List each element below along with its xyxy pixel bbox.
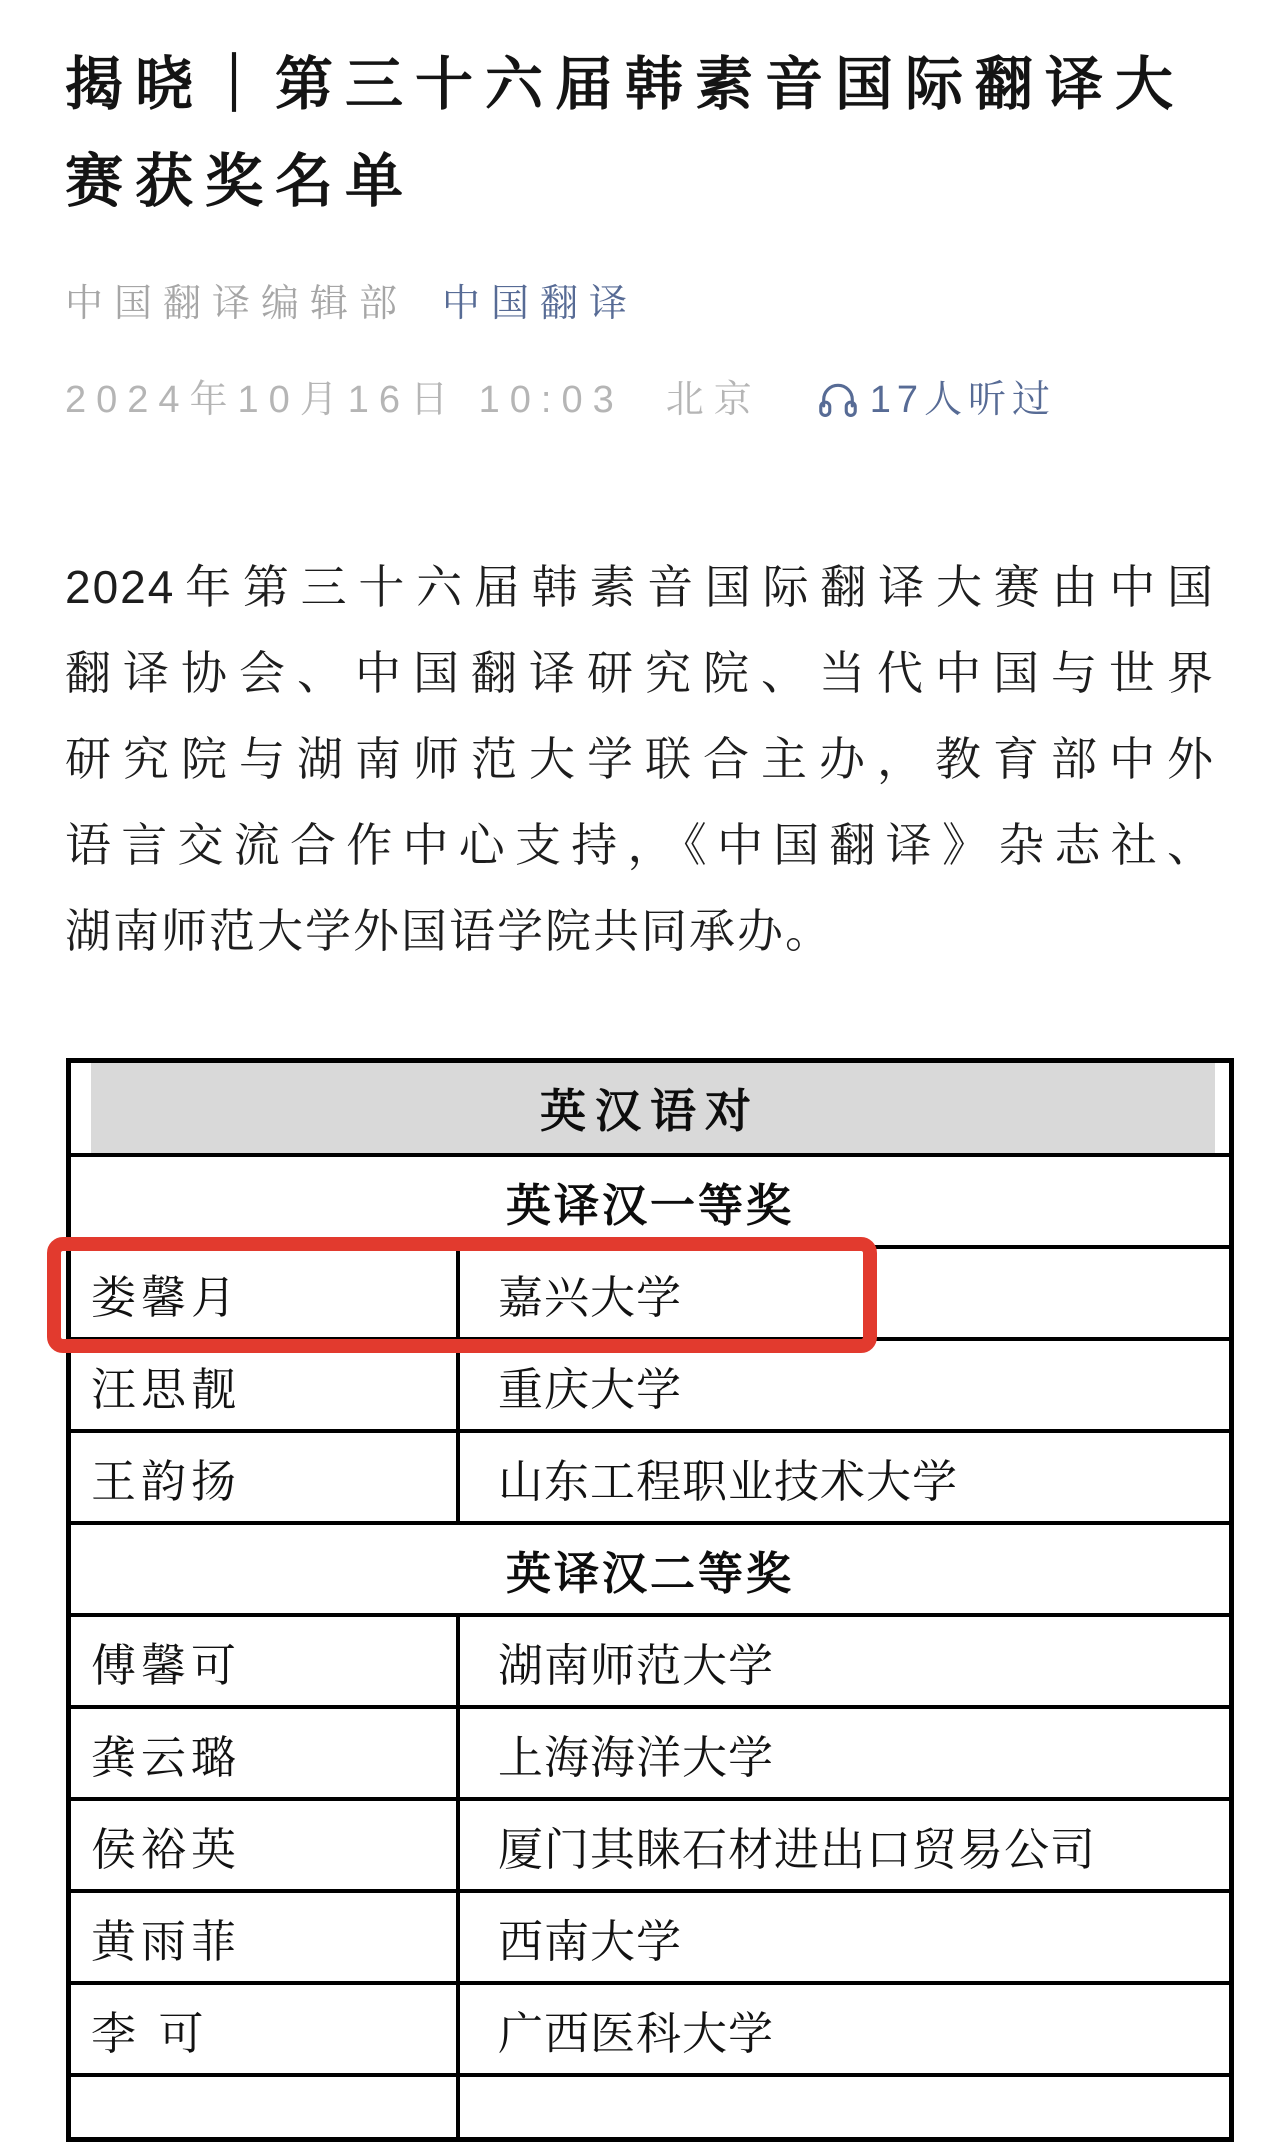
institution-cell: 上海海洋大学 xyxy=(498,1731,775,1783)
paragraph-line: 语言交流合作中心支持，《中国翻译》杂志社、 xyxy=(65,819,1215,871)
winner-name-cell: 王韵扬 xyxy=(71,1433,460,1521)
table-row xyxy=(71,1613,1229,1705)
winner-name-cell: 汪思靓 xyxy=(71,1341,460,1429)
awards-table xyxy=(66,1058,1234,2142)
listen-chip[interactable] xyxy=(816,376,1056,424)
table-row xyxy=(71,1981,1229,2073)
table-row xyxy=(71,1889,1229,1981)
table-row xyxy=(71,1429,1229,1521)
institution-cell: 山东工程职业技术大学 xyxy=(498,1455,959,1507)
account-link[interactable]: 中国翻译 xyxy=(442,283,639,325)
institution-cell: 厦门其睐石材进出口贸易公司 xyxy=(498,1823,1097,1875)
listen-count: 17人听过 xyxy=(869,379,1057,421)
page-title xyxy=(65,0,1215,230)
winner-name-cell: 傅馨可 xyxy=(71,1617,460,1705)
byline xyxy=(65,280,1215,328)
article xyxy=(65,0,1215,974)
institution-cell: 嘉兴大学 xyxy=(498,1271,683,1323)
paragraph-line: 研究院与湖南师范大学联合主办，教育部中外 xyxy=(65,733,1215,785)
author-name: 中国翻译编辑部 xyxy=(65,283,409,325)
winner-name-cell: 侯裕英 xyxy=(71,1801,460,1889)
table-row xyxy=(71,1337,1229,1429)
page-title-line-1: 揭晓｜第三十六届韩素音国际翻译大 xyxy=(65,52,1186,117)
publish-date: 2024年10月16日 10:03 xyxy=(65,379,624,421)
table-header-language-pair: 英汉语对 xyxy=(71,1063,1229,1153)
paragraph-line: 2024年第三十六届韩素音国际翻译大赛由中国 xyxy=(65,561,1215,613)
meta-row xyxy=(65,376,1215,424)
paragraph-line: 湖南师范大学外国语学院共同承办。 xyxy=(65,905,833,957)
section-header-row: 英译汉一等奖 xyxy=(71,1153,1229,1245)
winner-name-cell: 李 可 xyxy=(71,1985,460,2073)
headphones-icon xyxy=(816,378,860,422)
table-row-partial xyxy=(71,2073,1229,2137)
winner-name-cell xyxy=(71,2077,460,2137)
paragraph-line: 翻译协会、中国翻译研究院、当代中国与世界 xyxy=(65,647,1215,699)
page-title-line-2: 赛获奖名单 xyxy=(65,149,416,214)
winner-name-cell: 龚云璐 xyxy=(71,1709,460,1797)
intro-paragraph xyxy=(65,544,1215,974)
table-row xyxy=(71,1245,1229,1337)
institution-cell: 西南大学 xyxy=(498,1915,683,1967)
institution-cell: 湖南师范大学 xyxy=(498,1639,775,1691)
table-row xyxy=(71,1705,1229,1797)
section-header-row: 英译汉二等奖 xyxy=(71,1521,1229,1613)
winner-name-cell: 黄雨菲 xyxy=(71,1893,460,1981)
winner-name-cell: 娄馨月 xyxy=(71,1249,460,1337)
publish-location: 北京 xyxy=(665,379,762,421)
institution-cell: 重庆大学 xyxy=(498,1363,683,1415)
institution-cell: 广西医科大学 xyxy=(498,2007,775,2059)
table-row xyxy=(71,1797,1229,1889)
